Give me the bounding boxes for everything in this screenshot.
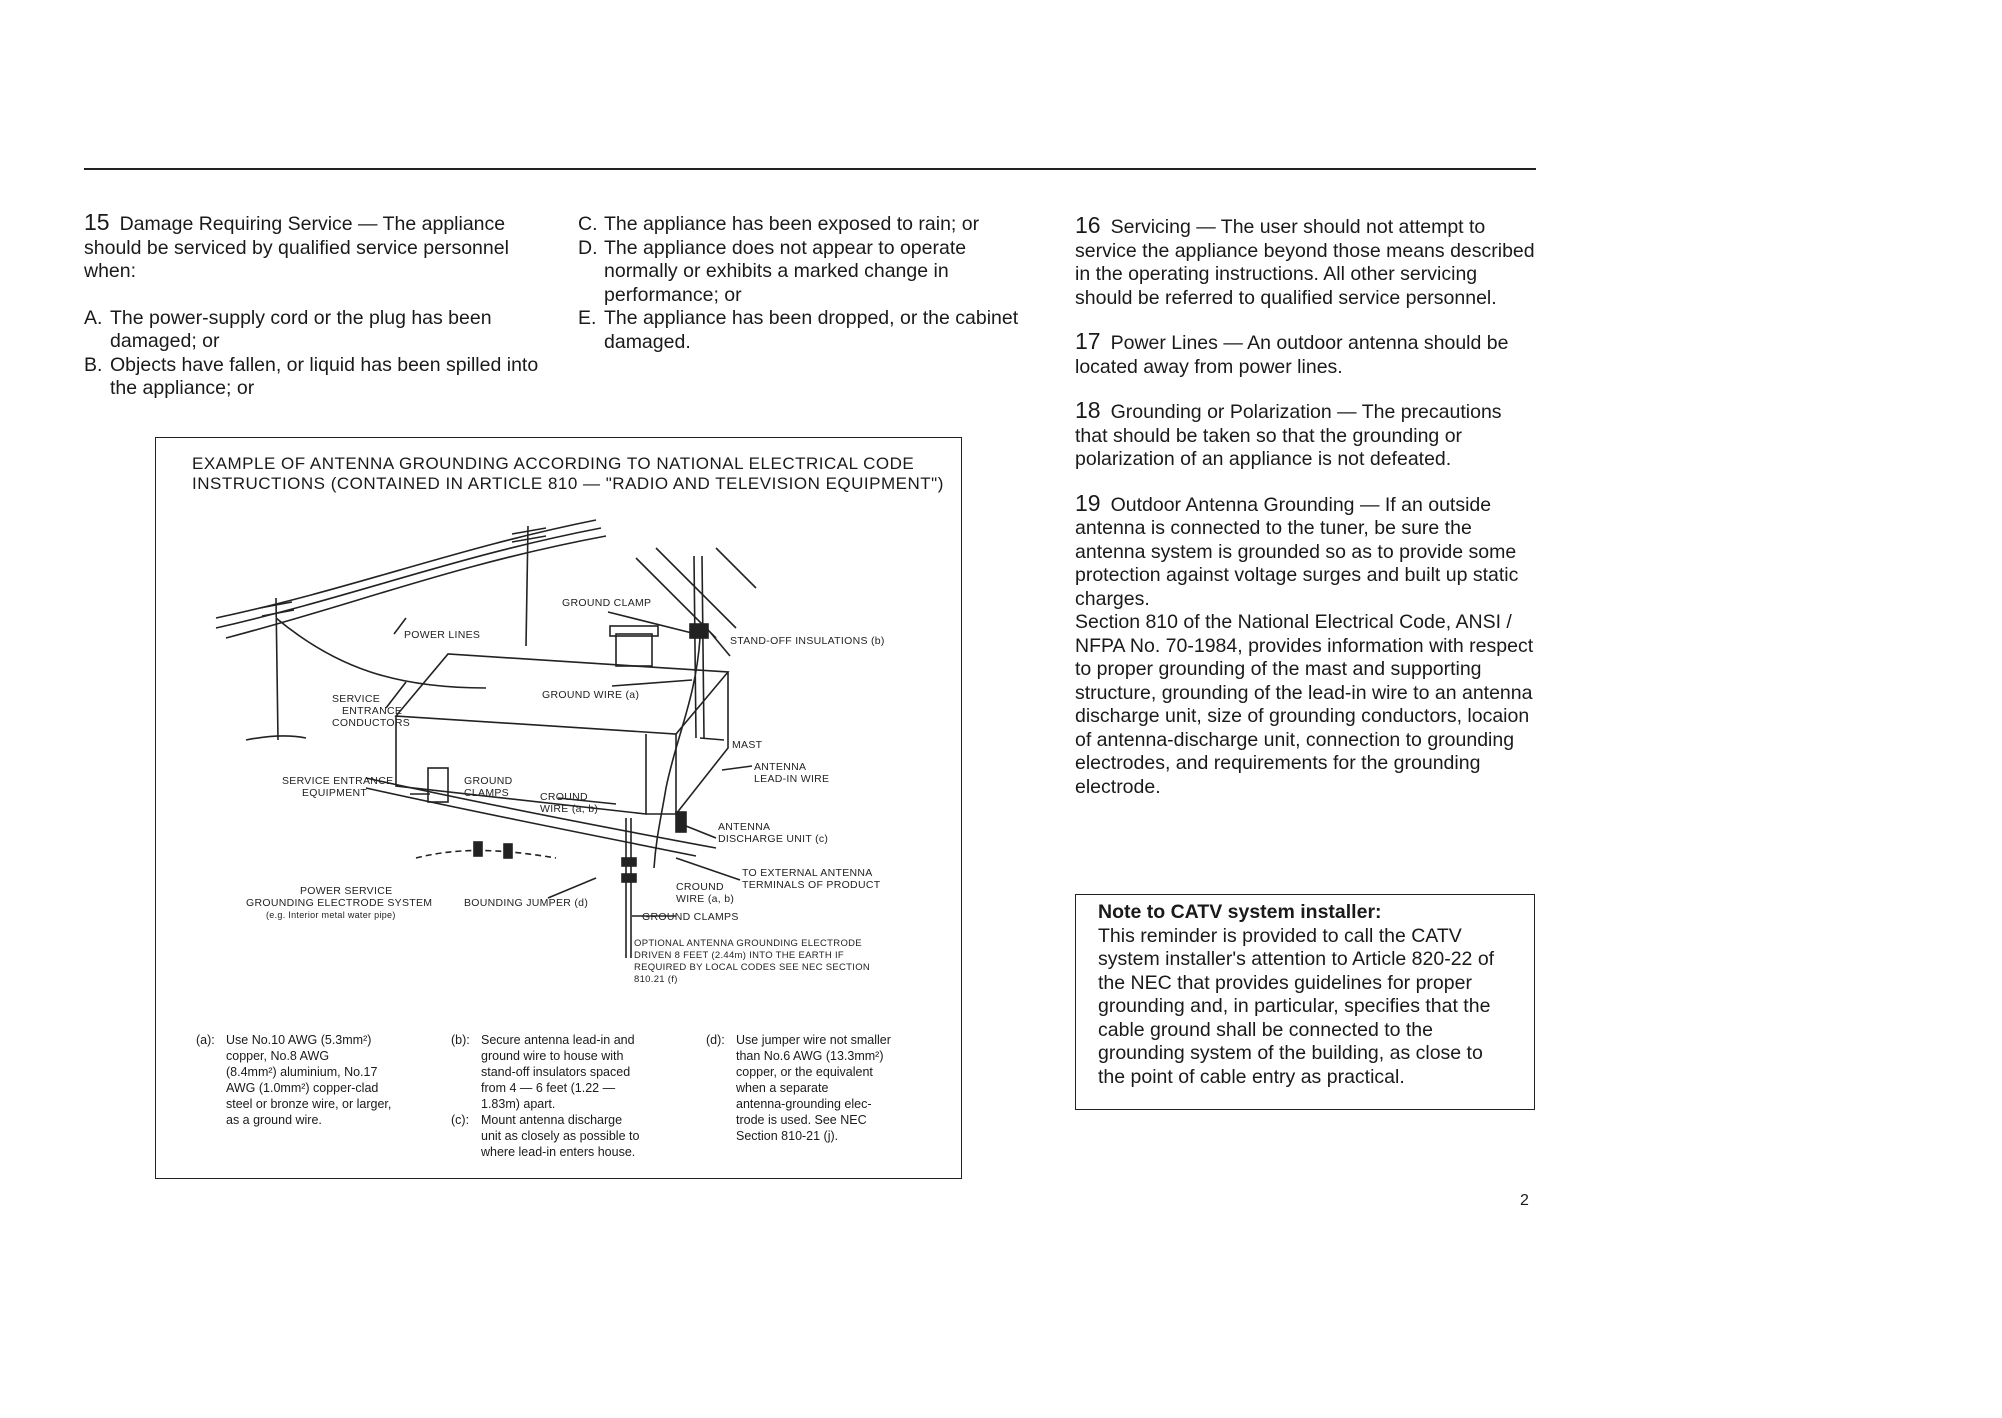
label-ground-clamp: GROUND CLAMP xyxy=(562,597,652,609)
label-standoff: STAND-OFF INSULATIONS (b) xyxy=(730,635,885,647)
section-15-right xyxy=(578,213,1028,354)
label-power-lines: POWER LINES xyxy=(404,629,481,641)
label-ext-2: TERMINALS OF PRODUCT xyxy=(742,879,881,891)
right-column xyxy=(1075,214,1535,819)
section-16: 16 Servicing — The user should not attempt to service the appliance beyond those means described in the operating instructions. All other servicing should be referred to qualified service personnel. xyxy=(1075,212,1535,309)
catv-note-box xyxy=(1075,894,1535,1110)
label-opt-3: REQUIRED BY LOCAL CODES SEE NEC SECTION xyxy=(634,962,871,973)
label-cground-2: WIRE (a, b) xyxy=(540,803,599,815)
label-see-1: SERVICE ENTRANCE xyxy=(282,775,394,787)
label-adu-2: DISCHARGE UNIT (c) xyxy=(718,833,829,845)
diagram-title: EXAMPLE OF ANTENNA GROUNDING ACCORDING TO NATIONAL ELECTRICAL CODE INSTRUCTIONS (CONTAINED IN ARTICLE 810 — "RADIO AND TELEVISION EQUIPMENT") xyxy=(192,454,944,493)
note-d: (d): Use jumper wire not smaller than No.6 AWG (13.3mm²) copper, or the equivalent when a separate antenna-grounding elec- trode is used. See NEC Section 810-21 (j). xyxy=(706,1033,891,1143)
label-cground-1: CROUND xyxy=(540,791,588,803)
label-mast: MAST xyxy=(732,739,763,751)
label-pse-1: POWER SERVICE xyxy=(300,885,393,897)
label-opt-1: OPTIONAL ANTENNA GROUNDING ELECTRODE xyxy=(634,938,862,949)
label-gclamps-2: CLAMPS xyxy=(464,787,509,799)
label-gclamps-b: GROUND CLAMPS xyxy=(642,911,739,923)
label-service-1: SERVICE xyxy=(332,693,381,705)
header-rule xyxy=(84,168,1536,170)
label-service-3: CONDUCTORS xyxy=(332,717,411,729)
label-ext-1: TO EXTERNAL ANTENNA xyxy=(742,867,873,879)
label-antenna-2: LEAD-IN WIRE xyxy=(754,773,830,785)
section-15-intro: 15 Damage Requiring Service — The appliance should be serviced by qualified service personnel when: xyxy=(84,209,509,282)
section-19-continued: Section 810 of the National Electrical Code, ANSI / NFPA No. 70-1984, provides information with respect to proper grounding of the mast and supporting structure, grounding of the lead-in wire to an antenna discharge unit, size of grounding conductors, locaion of antenna-discharge unit, connection to grounding electrodes, and requirements for the grounding electrode. xyxy=(1075,611,1534,798)
section-17: 17 Power Lines — An outdoor antenna should be located away from power lines. xyxy=(1075,328,1509,378)
label-gw2-1: CROUND xyxy=(676,881,724,893)
section-18: 18 Grounding or Polarization — The precautions that should be taken so that the grounding or polarization of an appliance is not defeated. xyxy=(1075,397,1502,470)
label-adu-1: ANTENNA xyxy=(718,821,771,833)
label-see-2: EQUIPMENT xyxy=(302,787,368,799)
catv-note-title: Note to CATV system installer: xyxy=(1098,901,1382,923)
label-pse-3: (e.g. Interior metal water pipe) xyxy=(266,910,396,920)
list-item-e: E. The appliance has been dropped, or the cabinet damaged. xyxy=(578,307,1019,353)
list-item-d: D. The appliance does not appear to operate normally or exhibits a marked change in performance; or xyxy=(578,236,967,306)
note-b-c: (b): Secure antenna lead-in and ground wire to house with stand-off insulators spaced from 4 — 6 feet (1.22 — 1.83m) apart. (c): Mount antenna discharge unit as closely as possible to where lead-in enters house. xyxy=(451,1033,640,1159)
label-pse-2: GROUNDING ELECTRODE SYSTEM xyxy=(246,897,433,909)
section-19: 19 Outdoor Antenna Grounding — If an outside antenna is connected to the tuner, be sure the antenna system is grounded so as to provide some protection against voltage surges and built up static charges. xyxy=(1075,489,1519,610)
label-opt-2: DRIVEN 8 FEET (2.44m) INTO THE EARTH IF xyxy=(634,950,845,961)
page-number: 2 xyxy=(1520,1192,1529,1209)
catv-note-text: This reminder is provided to call the CATV system installer's attention to Article 820-22 of the NEC that provides guidelines for proper grounding and, in particular, specifies that the cable ground shall be connected to the grounding system of the building, as close to the point of cable entry as practical. xyxy=(1098,924,1495,1088)
list-item-c: C. The appliance has been exposed to rain; or xyxy=(578,213,980,235)
antenna-grounding-diagram xyxy=(155,437,962,1179)
diagram-labels xyxy=(246,597,885,985)
section-15-left xyxy=(84,211,554,401)
list-item-a: A. The power-supply cord or the plug has been damaged; or xyxy=(84,306,492,352)
label-ground-wire-a: GROUND WIRE (a) xyxy=(542,689,640,701)
label-gw2-2: WIRE (a, b) xyxy=(676,893,735,905)
note-a: (a): Use No.10 AWG (5.3mm²) copper, No.8 AWG (8.4mm²) aluminium, No.17 AWG (1.0mm²) copper-clad steel or bronze wire, or larger, as a ground wire. xyxy=(196,1033,392,1127)
label-antenna-1: ANTENNA xyxy=(754,761,807,773)
label-bonding: BOUNDING JUMPER (d) xyxy=(464,897,589,909)
list-item-b: B. Objects have fallen, or liquid has been spilled into the appliance; or xyxy=(84,353,539,399)
label-opt-4: 810.21 (f) xyxy=(634,974,678,985)
section-15-number: 15 xyxy=(84,209,110,235)
label-service-2: ENTRANCE xyxy=(342,705,403,717)
label-gclamps-1: GROUND xyxy=(464,775,513,787)
